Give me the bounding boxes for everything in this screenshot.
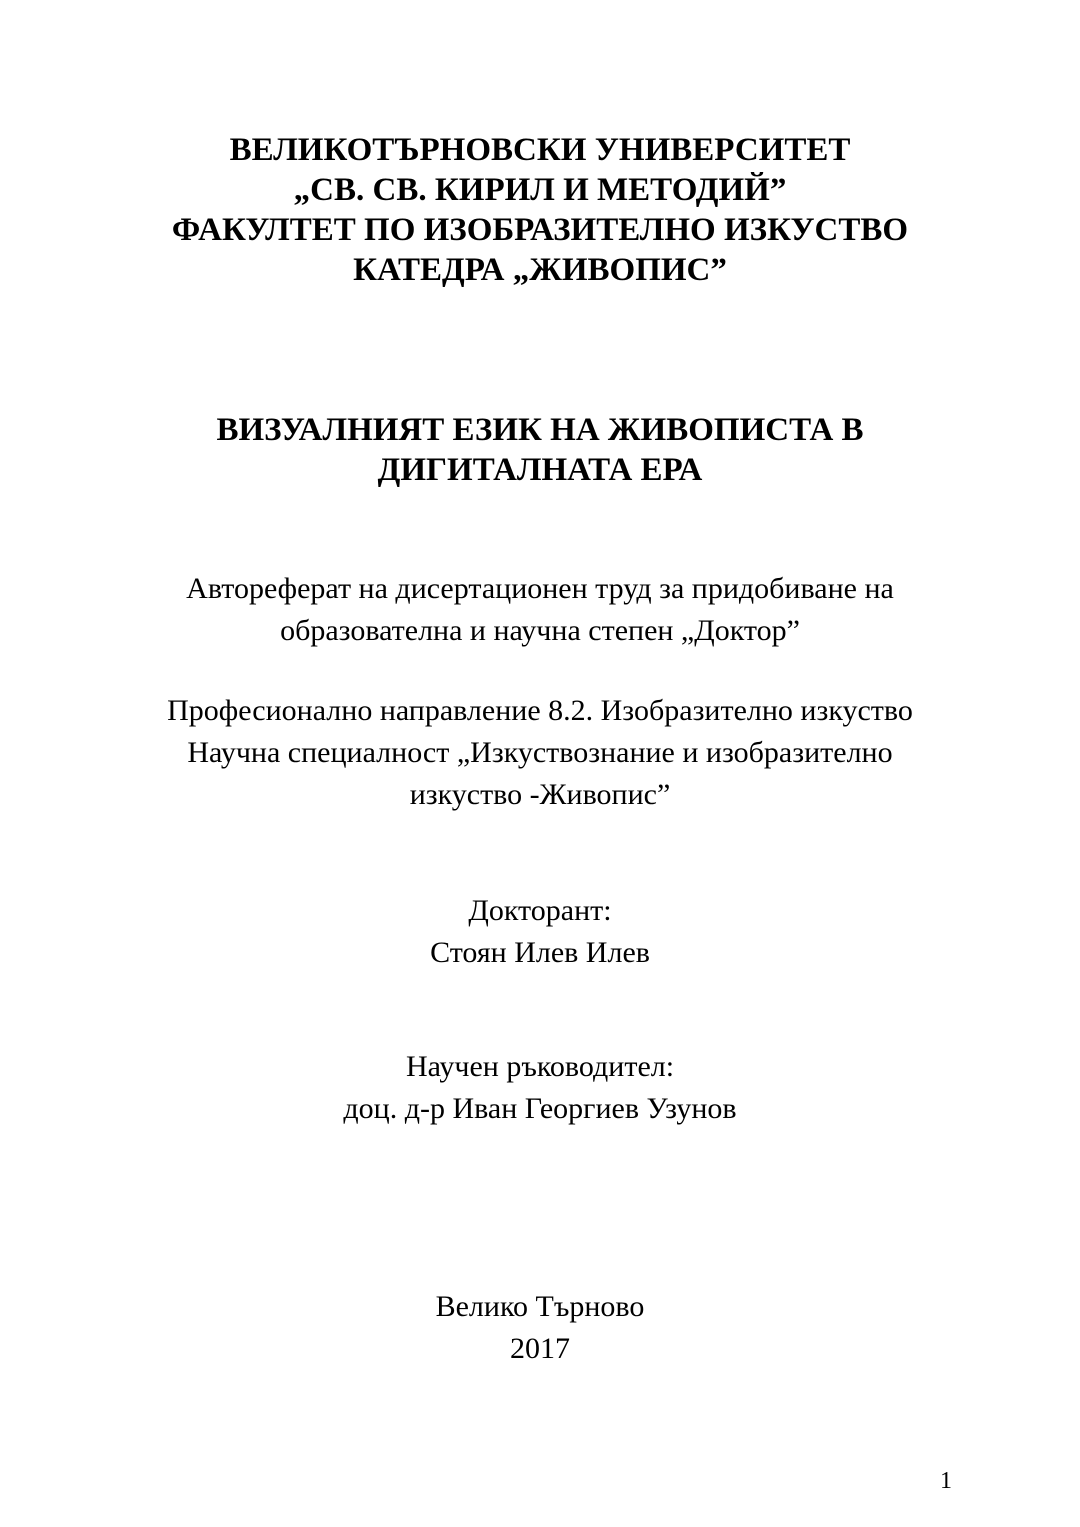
supervisor-name: доц. д-р Иван Георгиев Узунов [343,1092,737,1125]
field-line-1: Професионално направление 8.2. Изобразително изкуство [167,694,913,727]
year: 2017 [510,1332,570,1365]
abstract-description [0,568,1080,652]
abstract-line-2: образователна и научна степен „Доктор” [280,614,800,647]
faculty-name: ФАКУЛТЕТ ПО ИЗОБРАЗИТЕЛНО ИЗКУСТВО [171,212,909,248]
doctorant-name: Стоян Илев Илев [430,936,650,969]
university-header [0,130,1080,290]
abstract-line-1: Автореферат на дисертационен труд за придобиване на [186,572,894,605]
place-and-year [0,1286,1080,1370]
department-name: КАТЕДРА „ЖИВОПИС” [353,252,727,288]
city: Велико Търново [435,1290,645,1323]
supervisor-section [0,1046,1080,1130]
dissertation-title [0,410,1080,490]
title-line-2: ДИГИТАЛНАТА ЕРА [377,452,703,488]
university-name: ВЕЛИКОТЪРНОВСКИ УНИВЕРСИТЕТ [229,132,851,168]
supervisor-label: Научен ръководител: [405,1050,675,1083]
title-line-1: ВИЗУАЛНИЯТ ЕЗИК НА ЖИВОПИСТА В [216,412,864,448]
university-patron: „СВ. СВ. КИРИЛ И МЕТОДИЙ” [293,172,787,208]
page-number: 1 [940,1468,952,1494]
professional-field [0,690,1080,816]
doctorant-section [0,890,1080,974]
field-line-3: изкуство -Живопис” [409,778,671,811]
doctorant-label: Докторант: [468,894,612,927]
field-line-2: Научна специалност „Изкуствознание и изобразително [187,736,893,769]
